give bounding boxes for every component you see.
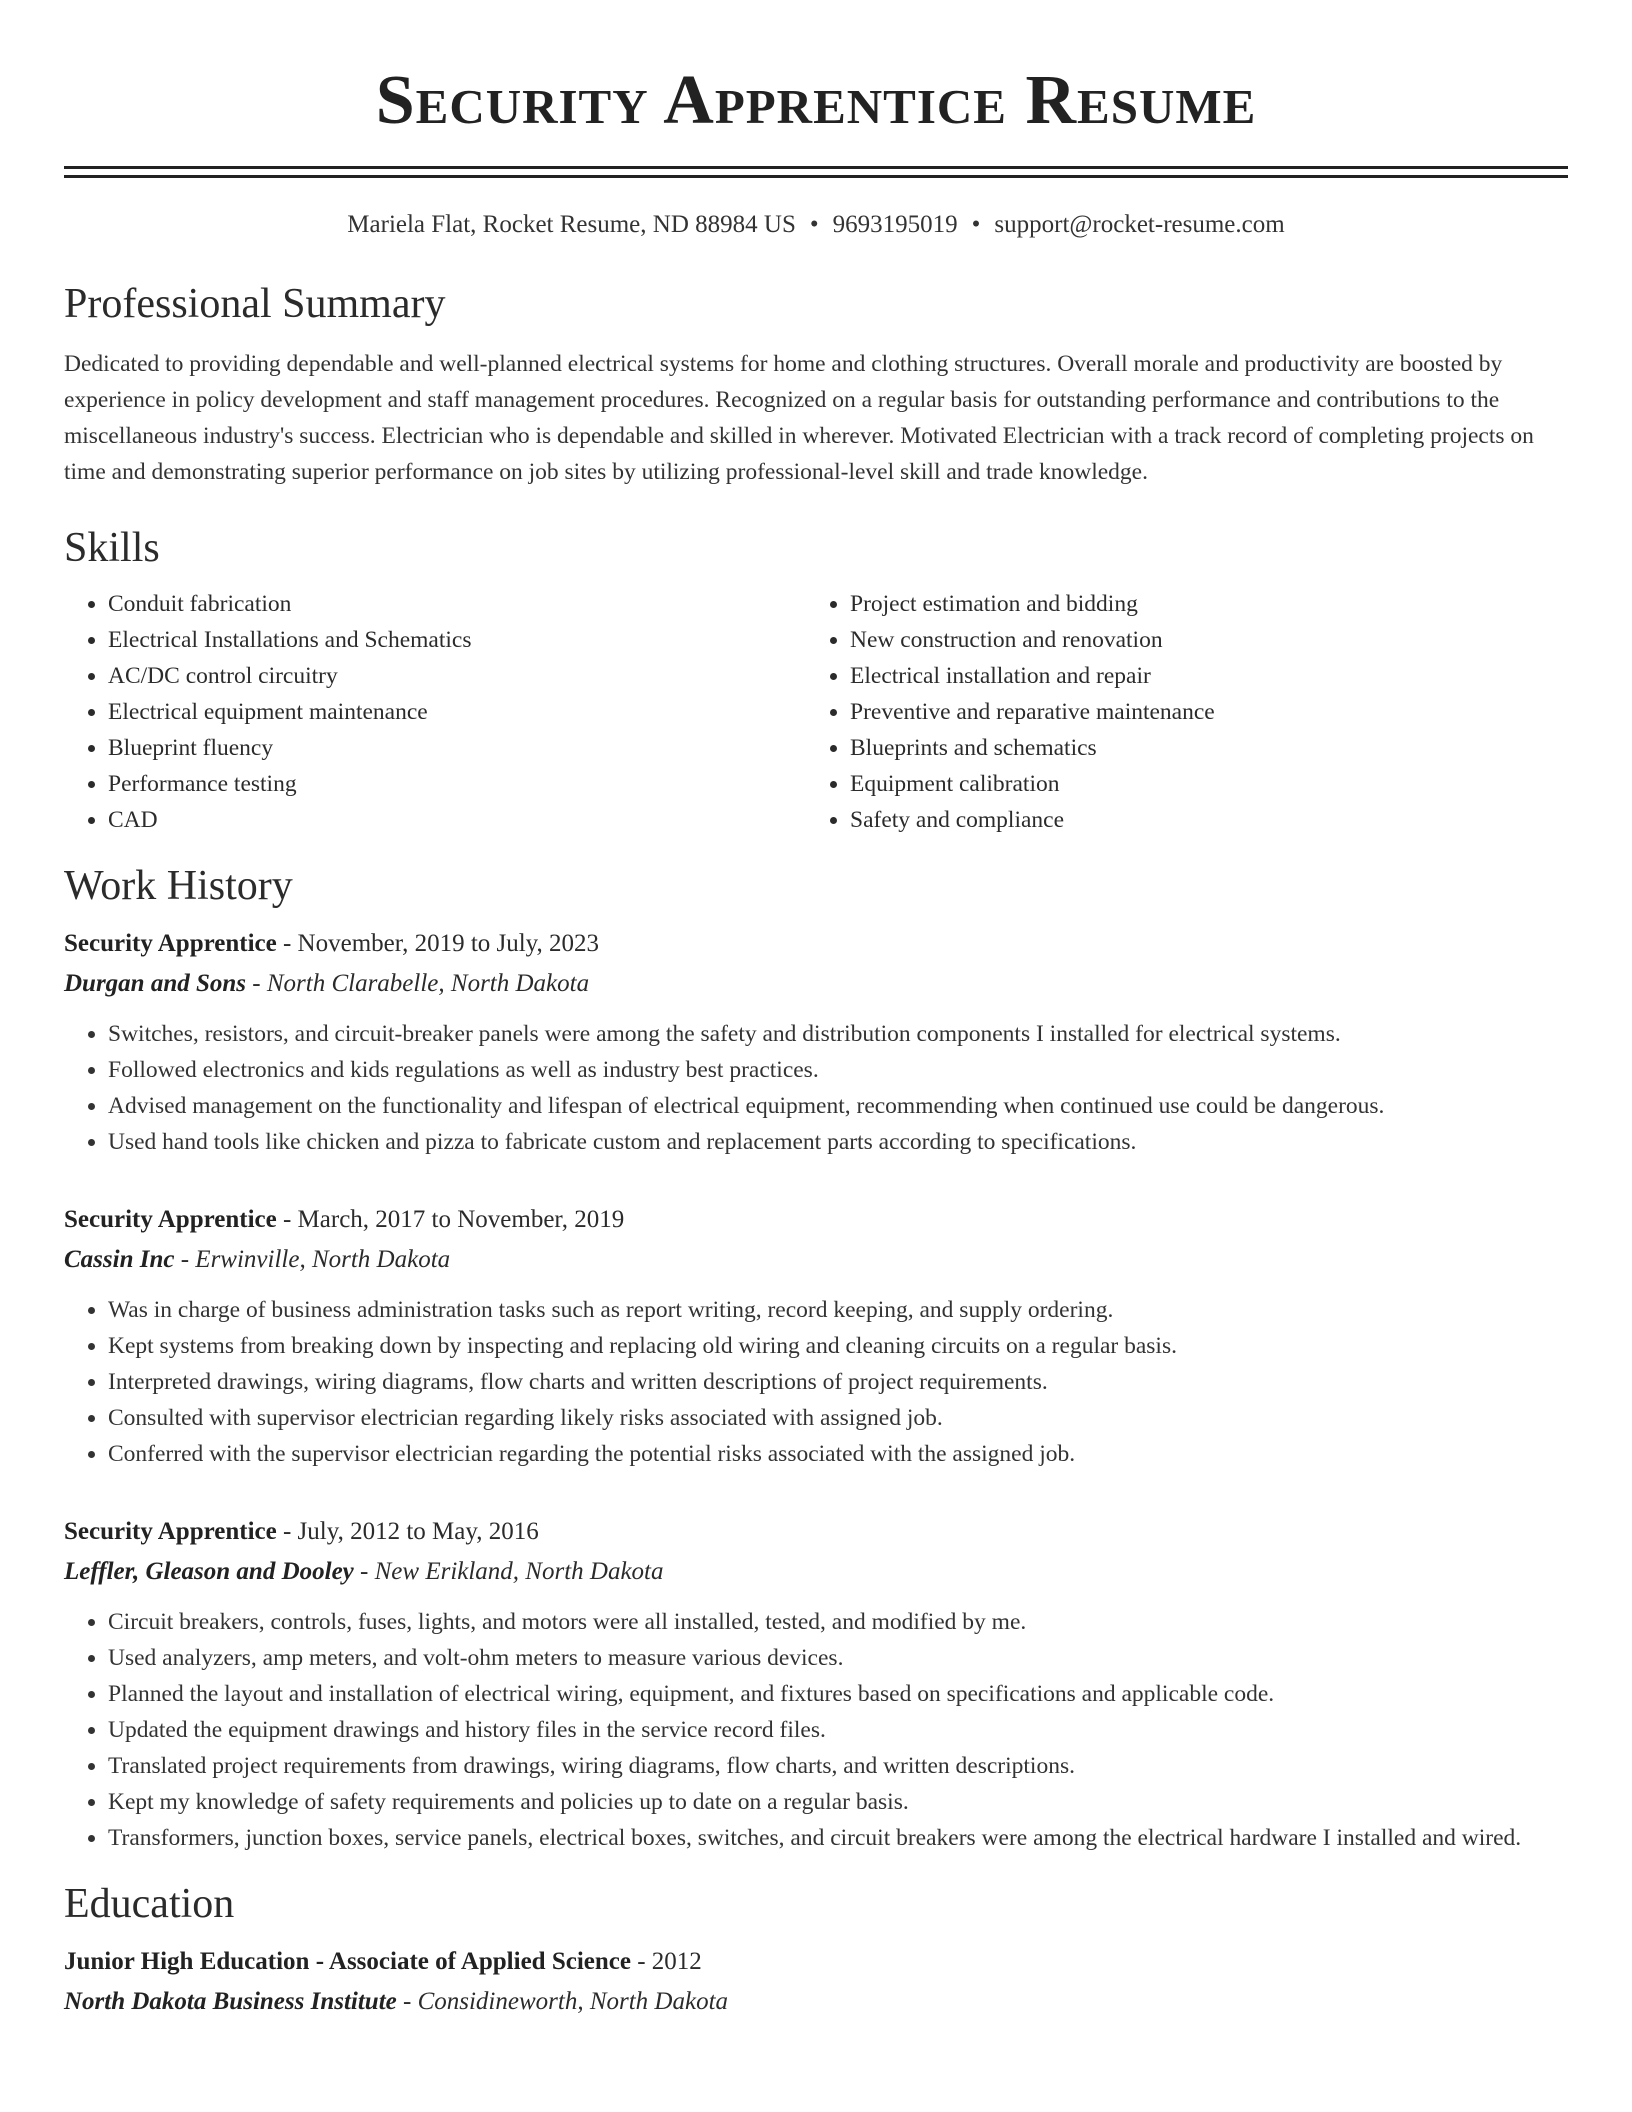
job-location: New Erikland, North Dakota: [374, 1558, 664, 1585]
education-school: North Dakota Business Institute: [64, 1988, 397, 2015]
job-company: Leffler, Gleason and Dooley: [64, 1558, 354, 1585]
job-employer: [64, 1554, 1568, 1590]
job-dash: -: [174, 1246, 196, 1273]
skill-item: • Electrical Installations and Schematics: [108, 622, 806, 658]
job-bullet: • Transformers, junction boxes, service panels, electrical boxes, switches, and circuit breakers were among the electrical hardware I installed and wired.: [108, 1820, 1568, 1856]
job-company: Durgan and Sons: [64, 970, 247, 997]
contact-separator: •: [809, 211, 819, 238]
job-bullet: • Used analyzers, amp meters, and volt-ohm meters to measure various devices.: [108, 1640, 1568, 1676]
skill-item: • Blueprints and schematics: [850, 730, 1548, 766]
contact-email: support@rocket-resume.com: [994, 211, 1285, 238]
resume-title: Security Apprentice Resume: [375, 62, 1257, 139]
work-history-heading: Work History: [64, 863, 293, 909]
job-bullet: • Circuit breakers, controls, fuses, lights, and motors were all installed, tested, and modified by me.: [108, 1604, 1568, 1640]
job-title: Security Apprentice: [64, 1518, 277, 1545]
job-dash: -: [246, 970, 267, 997]
job-entry: [64, 1514, 1568, 1856]
education-dash: -: [630, 1948, 652, 1975]
summary-heading: Professional Summary: [64, 281, 446, 327]
job-bullet: • Switches, resistors, and circuit-breaker panels were among the safety and distribution components I installed for electrical systems.: [108, 1016, 1568, 1052]
job-bullet: • Kept systems from breaking down by inspecting and replacing old wiring and cleaning circuits on a regular basis.: [108, 1328, 1568, 1364]
contact-separator: •: [971, 211, 981, 238]
summary-text: Dedicated to providing dependable and well-planned electrical systems for home and clothing structures. Overall morale and productivity are boosted by experience in policy development and staff management procedures. Recognized on a regular basis for outstanding performance and contributions to the miscellaneous industry's success. Electrician who is dependable and skilled in wherever. Motivated Electrician with a track record of completing projects on time and demonstrating superior performance on job sites by utilizing professional-level skill and trade knowledge.: [64, 351, 1534, 485]
contact-address: Mariela Flat, Rocket Resume, ND 88984 US: [347, 211, 796, 238]
skill-item: • CAD: [108, 802, 806, 838]
education-entry: [64, 1944, 1568, 2020]
resume-page: [64, 0, 1568, 2020]
education-header: [64, 1944, 1568, 1980]
education-dash: -: [396, 1988, 418, 2015]
job-bullet: • Advised management on the functionality and lifespan of electrical equipment, recommending when continued use could be dangerous.: [108, 1088, 1568, 1124]
job-dates: November, 2019 to July, 2023: [297, 930, 600, 957]
job-bullet: • Used hand tools like chicken and pizza to fabricate custom and replacement parts according to specifications.: [108, 1124, 1568, 1160]
job-dash: -: [276, 930, 298, 957]
skill-item: • Electrical equipment maintenance: [108, 694, 806, 730]
job-bullet: • Planned the layout and installation of electrical wiring, equipment, and fixtures based on specifications and applicable code.: [108, 1676, 1568, 1712]
contact-phone: 9693195019: [832, 211, 958, 238]
skill-item: • Preventive and reparative maintenance: [850, 694, 1548, 730]
job-employer: [64, 966, 1568, 1002]
skills-columns: [64, 586, 1568, 838]
job-bullet: • Kept my knowledge of safety requirements and policies up to date on a regular basis.: [108, 1784, 1568, 1820]
job-bullet: • Updated the equipment drawings and history files in the service record files.: [108, 1712, 1568, 1748]
skill-item: • Safety and compliance: [850, 802, 1548, 838]
job-entry: [64, 1202, 1568, 1472]
skills-heading: Skills: [64, 525, 160, 571]
job-bullet: • Followed electronics and kids regulations as well as industry best practices.: [108, 1052, 1568, 1088]
contact-line: [64, 208, 1568, 242]
job-bullet: • Interpreted drawings, wiring diagrams, flow charts and written descriptions of project requirements.: [108, 1364, 1568, 1400]
job-dates: July, 2012 to May, 2016: [297, 1518, 539, 1545]
job-header: [64, 926, 1568, 962]
job-bullet: • Consulted with supervisor electrician regarding likely risks associated with assigned job.: [108, 1400, 1568, 1436]
education-heading: Education: [64, 1881, 235, 1927]
education-school-line: [64, 1984, 1568, 2020]
job-bullet: • Was in charge of business administration tasks such as report writing, record keeping, and supply ordering.: [108, 1292, 1568, 1328]
skills-list-right: [806, 586, 1548, 838]
job-dash: -: [353, 1558, 375, 1585]
skill-item: • Performance testing: [108, 766, 806, 802]
skill-item: • Conduit fabrication: [108, 586, 806, 622]
job-company: Cassin Inc: [64, 1246, 175, 1273]
job-bullets: [64, 1292, 1568, 1472]
skill-item: • Electrical installation and repair: [850, 658, 1548, 694]
skill-item: • Blueprint fluency: [108, 730, 806, 766]
job-dates: March, 2017 to November, 2019: [297, 1206, 625, 1233]
education-year: 2012: [651, 1948, 702, 1975]
skill-item: • Project estimation and bidding: [850, 586, 1548, 622]
job-dash: -: [276, 1206, 298, 1233]
job-employer: [64, 1242, 1568, 1278]
job-title: Security Apprentice: [64, 1206, 277, 1233]
job-bullets: [64, 1016, 1568, 1160]
job-location: North Clarabelle, North Dakota: [266, 970, 590, 997]
job-title: Security Apprentice: [64, 930, 277, 957]
skill-item: • New construction and renovation: [850, 622, 1548, 658]
job-dash: -: [276, 1518, 298, 1545]
job-header: [64, 1202, 1568, 1238]
title-double-rule: [64, 166, 1568, 178]
job-header: [64, 1514, 1568, 1550]
skills-list-left: [64, 586, 806, 838]
job-bullets: [64, 1604, 1568, 1856]
job-bullet: • Conferred with the supervisor electrician regarding the potential risks associated with the assigned job.: [108, 1436, 1568, 1472]
education-degree: Junior High Education - Associate of Applied Science: [64, 1948, 631, 1975]
education-location: Considineworth, North Dakota: [417, 1988, 729, 2015]
job-location: Erwinville, North Dakota: [195, 1246, 451, 1273]
skill-item: • Equipment calibration: [850, 766, 1548, 802]
skill-item: • AC/DC control circuitry: [108, 658, 806, 694]
job-entry: [64, 926, 1568, 1160]
job-bullet: • Translated project requirements from drawings, wiring diagrams, flow charts, and written descriptions.: [108, 1748, 1568, 1784]
